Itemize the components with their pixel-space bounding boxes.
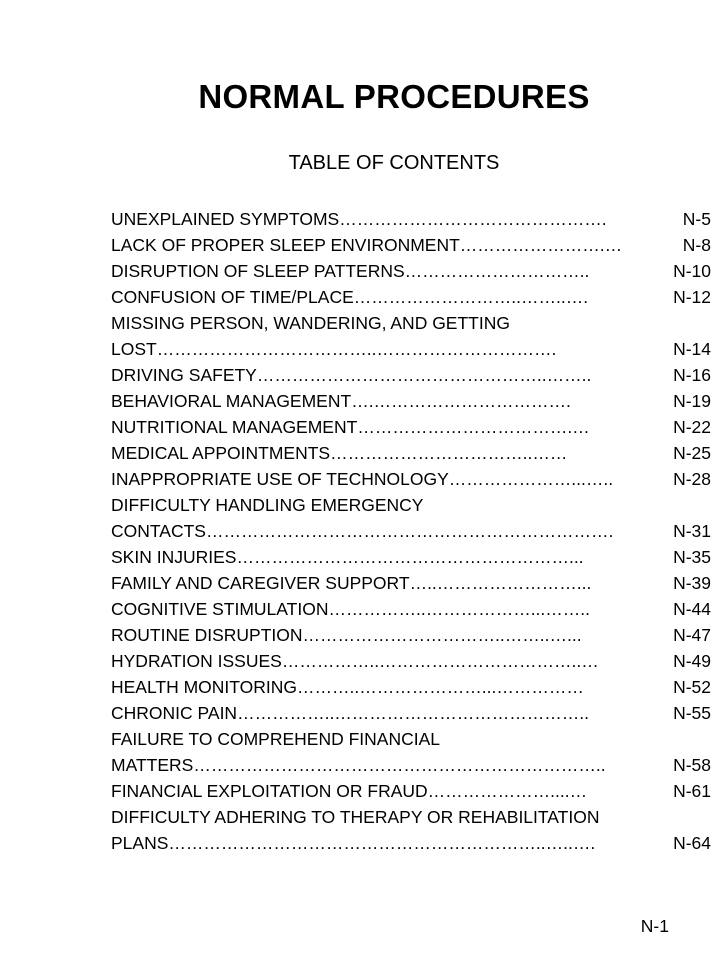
toc-leader-dots: ……………..………………...……..	[328, 599, 591, 619]
toc-entry-title: UNEXPLAINED SYMPTOMS	[111, 209, 340, 229]
toc-leader-dots: ……………………………………………………………..	[193, 755, 606, 775]
toc-leader-dots: …………………………………………..……..	[256, 365, 592, 385]
toc-entry-title: MEDICAL APPOINTMENTS	[111, 443, 331, 463]
toc-leader-dots: ………………………………..………………………….	[156, 339, 557, 359]
toc-leader-dots: …………………………..	[404, 261, 590, 281]
toc-entry-page: N-12	[673, 287, 711, 307]
toc-entry-page: N-35	[673, 547, 711, 567]
toc-entry-title: ROUTINE DISRUPTION	[111, 625, 303, 645]
toc-leader-dots: ………..…………………...……………	[297, 677, 584, 697]
toc-entry-title: FAMILY AND CAREGIVER SUPPORT	[111, 573, 410, 593]
toc-entry	[111, 440, 711, 466]
toc-entry	[111, 778, 711, 804]
toc-entry-title: BEHAVIORAL MANAGEMENT	[111, 391, 352, 411]
toc-entry-title: SKIN INJURIES	[111, 547, 237, 567]
toc-entry-title: HEALTH MONITORING	[111, 677, 298, 697]
toc-entry-title: FINANCIAL EXPLOITATION OR FRAUD	[111, 781, 428, 801]
toc-entry-page: N-44	[673, 599, 711, 619]
toc-entry	[111, 648, 711, 674]
toc-entry-page: N-25	[673, 443, 711, 463]
toc-leader-dots: ……………..……………………………..…	[281, 651, 599, 671]
toc-entry	[111, 622, 711, 648]
toc-leader-dots: ……………………………..……	[330, 443, 568, 463]
toc-leader-dots: ………………………..……..….	[353, 287, 589, 307]
toc-entry-page: N-58	[673, 755, 711, 775]
page-title: NORMAL PROCEDURES	[198, 78, 590, 115]
toc-entry-title: CHRONIC PAIN	[111, 703, 238, 723]
toc-entry: DIFFICULTY HANDLING EMERGENCY	[111, 495, 424, 515]
toc-entry-title: LACK OF PROPER SLEEP ENVIRONMENT	[111, 235, 460, 255]
toc-entry	[111, 752, 711, 778]
toc-entry-page: N-55	[673, 703, 711, 723]
toc-leader-dots: ……………………………….…	[357, 417, 590, 437]
toc-entry	[111, 206, 711, 232]
toc-entry-title: DISRUPTION OF SLEEP PATTERNS	[111, 261, 405, 281]
toc-entry	[111, 362, 711, 388]
toc-leader-dots: ……………..……………………………………..	[237, 703, 590, 723]
toc-entry-page: N-49	[673, 651, 711, 671]
toc-entry-page: N-5	[682, 209, 711, 229]
toc-entry	[111, 700, 711, 726]
toc-entry-page: N-39	[673, 573, 711, 593]
toc-leader-dots: …………………...…..	[448, 469, 614, 489]
toc-leader-dots: ….…………………………….	[351, 391, 571, 411]
toc-entry	[111, 466, 711, 492]
toc-entry	[111, 544, 711, 570]
toc-entry-title: CONTACTS	[111, 521, 206, 541]
toc-entry-page: N-22	[673, 417, 711, 437]
toc-entry-page: N-16	[673, 365, 711, 385]
toc-entry-page: N-10	[673, 261, 711, 281]
toc-entry	[111, 232, 711, 258]
toc-entry-page: N-31	[673, 521, 711, 541]
toc-entry-title: INAPPROPRIATE USE OF TECHNOLOGY	[111, 469, 449, 489]
toc-entry-title: HYDRATION ISSUES	[111, 651, 282, 671]
toc-entry-page: N-52	[673, 677, 711, 697]
toc-entry-title: DRIVING SAFETY	[111, 365, 257, 385]
toc-entry-page: N-47	[673, 625, 711, 645]
toc-leader-dots: …………………………………………………………….	[205, 521, 614, 541]
toc-entry-title: COGNITIVE STIMULATION	[111, 599, 329, 619]
toc-entry	[111, 518, 711, 544]
toc-entry: FAILURE TO COMPREHEND FINANCIAL	[111, 729, 440, 749]
toc-leader-dots: …………………………………………………...	[236, 547, 584, 567]
toc-entry	[111, 284, 711, 310]
toc-heading: TABLE OF CONTENTS	[288, 152, 500, 174]
toc-leader-dots: ………………………………………………………..…..….	[168, 833, 596, 853]
toc-entry-title: LOST	[111, 339, 157, 359]
toc-entry-title: MATTERS	[111, 755, 194, 775]
toc-entry-page: N-19	[673, 391, 711, 411]
toc-entry	[111, 258, 711, 284]
toc-entry	[111, 388, 711, 414]
toc-leader-dots: …………………....…	[427, 781, 588, 801]
toc-leader-dots: ……………………………………….	[339, 209, 607, 229]
toc-entry-page: N-64	[673, 833, 711, 853]
toc-leader-dots: ……………………………..……..…...	[302, 625, 582, 645]
toc-entry-page: N-28	[673, 469, 711, 489]
toc-entry-page: N-61	[673, 781, 711, 801]
toc-entry	[111, 570, 711, 596]
toc-entry: MISSING PERSON, WANDERING, AND GETTING	[111, 313, 510, 333]
toc-entry-title: NUTRITIONAL MANAGEMENT	[111, 417, 358, 437]
toc-entry-title: PLANS	[111, 833, 169, 853]
toc-entry	[111, 674, 711, 700]
table-of-contents	[111, 206, 711, 856]
toc-entry: DIFFICULTY ADHERING TO THERAPY OR REHABILITATION	[111, 807, 600, 827]
toc-entry	[111, 596, 711, 622]
toc-entry-title: CONFUSION OF TIME/PLACE	[111, 287, 354, 307]
toc-entry	[111, 414, 711, 440]
toc-leader-dots: …..……………………...	[409, 573, 592, 593]
toc-entry-page: N-8	[682, 235, 711, 255]
toc-entry-page: N-14	[673, 339, 711, 359]
toc-leader-dots: …………………….…	[459, 235, 623, 255]
toc-entry	[111, 830, 711, 856]
page-number: N-1	[640, 916, 669, 936]
toc-entry	[111, 336, 711, 362]
